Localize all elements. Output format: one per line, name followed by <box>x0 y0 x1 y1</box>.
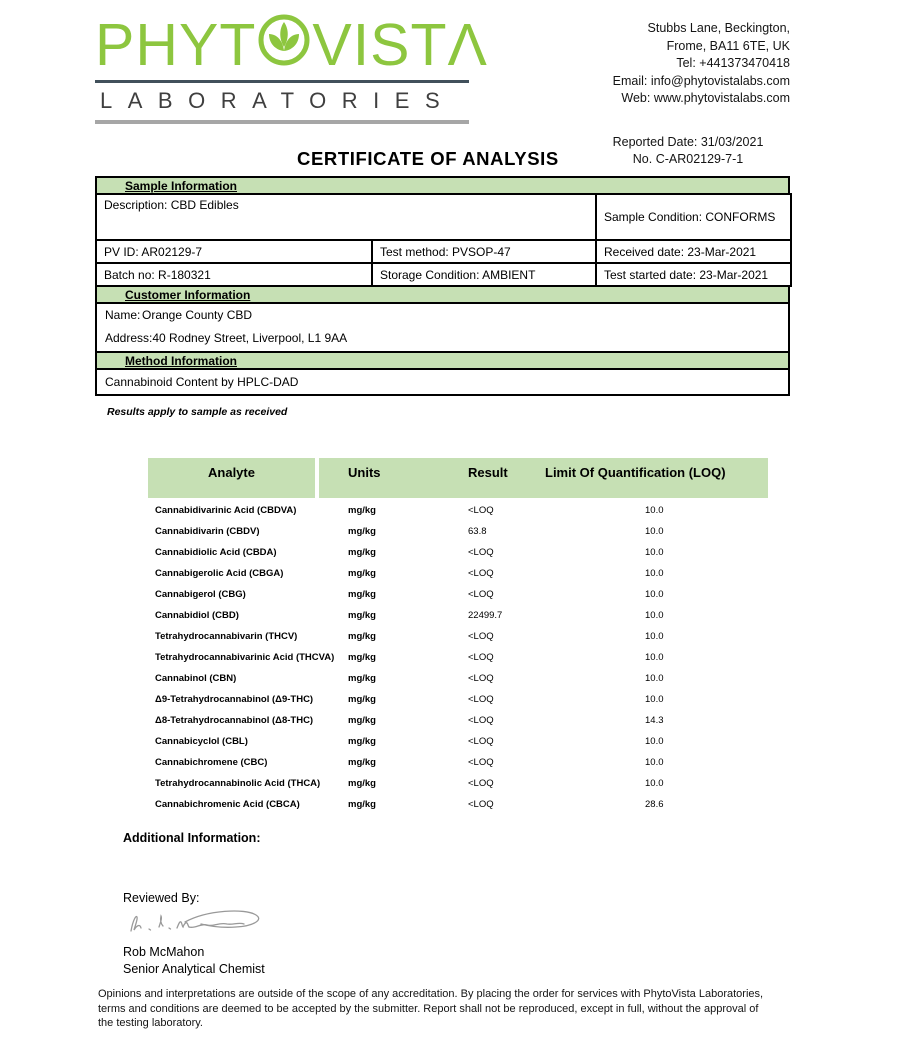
analyte-units: mg/kg <box>348 652 376 663</box>
analyte-loq: 10.0 <box>645 568 664 579</box>
table-row <box>148 668 768 689</box>
analyte-result: <LOQ <box>468 631 494 642</box>
test-started-date: Test started date: 23-Mar-2021 <box>596 263 791 286</box>
reviewed-by-label: Reviewed By: <box>123 891 200 905</box>
column-header-analyte: Analyte <box>208 465 255 480</box>
analyte-result: <LOQ <box>468 505 494 516</box>
customer-name-value: Orange County CBD <box>142 308 253 322</box>
analyte-name: Δ9-Tetrahydrocannabinol (Δ9-THC) <box>155 694 314 705</box>
analyte-result: <LOQ <box>468 673 494 684</box>
analyte-loq: 10.0 <box>645 631 664 642</box>
analyte-name: Tetrahydrocannabivarinic Acid (THCVA) <box>155 652 335 663</box>
analyte-result: <LOQ <box>468 652 494 663</box>
reported-date: Reported Date: 31/03/2021 <box>612 135 764 149</box>
analyte-result: 22499.7 <box>468 610 503 621</box>
analyte-units: mg/kg <box>348 778 376 789</box>
analyte-loq: 28.6 <box>645 799 664 810</box>
leaf-circle-icon <box>258 14 310 76</box>
analyte-units: mg/kg <box>348 505 376 516</box>
logo-wordmark <box>95 11 488 78</box>
additional-information-label: Additional Information: <box>123 831 261 845</box>
analyte-name: Cannabidivarin (CBDV) <box>155 526 260 537</box>
table-row <box>148 521 768 542</box>
analyte-loq: 10.0 <box>645 589 664 600</box>
table-row <box>148 773 768 794</box>
analyte-units: mg/kg <box>348 715 376 726</box>
logo-text-prefix: PHYT <box>95 11 257 78</box>
analyte-units: mg/kg <box>348 757 376 768</box>
logo-divider-dark <box>95 80 469 83</box>
contact-line: Stubbs Lane, Beckington, <box>647 21 790 35</box>
lab-contact-info <box>613 20 790 108</box>
sample-information-table <box>95 193 792 287</box>
method-information-box <box>95 368 790 396</box>
footer-line: Opinions and interpretations are outside of the scope of any accreditation. By placing the order for services with PhytoVista Laboratories, <box>98 988 764 1000</box>
logo-divider-gray <box>95 120 469 124</box>
analyte-loq: 10.0 <box>645 778 664 789</box>
customer-address-value: 40 Rodney Street, Liverpool, L1 9AA <box>152 331 348 345</box>
reviewer-name: Rob McMahon <box>123 945 205 959</box>
reviewer-role: Senior Analytical Chemist <box>123 962 265 976</box>
analyte-name: Cannabichromenic Acid (CBCA) <box>155 799 300 810</box>
analyte-loq: 10.0 <box>645 547 664 558</box>
analyte-units: mg/kg <box>348 673 376 684</box>
analyte-loq: 10.0 <box>645 610 664 621</box>
analyte-units: mg/kg <box>348 568 376 579</box>
method-description: Cannabinoid Content by HPLC-DAD <box>105 375 299 389</box>
table-row <box>148 752 768 773</box>
batch-no: Batch no: R-180321 <box>96 263 372 286</box>
analyte-result: <LOQ <box>468 757 494 768</box>
received-date: Received date: 23-Mar-2021 <box>596 240 791 263</box>
analyte-result: <LOQ <box>468 736 494 747</box>
analyte-units: mg/kg <box>348 799 376 810</box>
results-note: Results apply to sample as received <box>107 406 288 418</box>
table-row <box>148 563 768 584</box>
logo-text-suffix: VISTΛ <box>312 11 488 78</box>
analyte-result: <LOQ <box>468 778 494 789</box>
analyte-loq: 10.0 <box>645 652 664 663</box>
table-row <box>148 500 768 521</box>
analyte-loq: 14.3 <box>645 715 664 726</box>
analyte-result: <LOQ <box>468 694 494 705</box>
analyte-name: Tetrahydrocannabivarin (THCV) <box>155 631 298 642</box>
analyte-name: Cannabinol (CBN) <box>155 673 237 684</box>
analyte-units: mg/kg <box>348 589 376 600</box>
analyte-result: <LOQ <box>468 715 494 726</box>
analyte-result: <LOQ <box>468 547 494 558</box>
analyte-units: mg/kg <box>348 631 376 642</box>
review-block <box>123 891 283 976</box>
sample-condition: Sample Condition: CONFORMS <box>596 194 791 240</box>
contact-line: Web: www.phytovistalabs.com <box>621 91 790 105</box>
table-row <box>148 794 768 815</box>
customer-name-label: Name: <box>105 308 141 322</box>
column-header-loq: Limit Of Quantification (LOQ) <box>545 465 726 480</box>
column-header-units: Units <box>348 465 381 480</box>
analyte-name: Cannabidiolic Acid (CBDA) <box>155 547 277 558</box>
section-title: Method Information <box>125 353 237 368</box>
analyte-name: Cannabichromene (CBC) <box>155 757 268 768</box>
info-section <box>95 176 790 396</box>
report-meta <box>600 134 776 168</box>
column-header-result: Result <box>468 465 508 480</box>
results-table <box>148 458 768 815</box>
analyte-units: mg/kg <box>348 736 376 747</box>
contact-line: Email: info@phytovistalabs.com <box>612 73 790 88</box>
analyte-loq: 10.0 <box>645 736 664 747</box>
report-number: No. C-AR02129-7-1 <box>632 152 744 166</box>
analyte-loq: 10.0 <box>645 505 664 516</box>
signature-scribble <box>123 907 283 942</box>
contact-line: Frome, BA11 6TE, UK <box>666 38 790 53</box>
analyte-name: Cannabigerolic Acid (CBGA) <box>155 568 284 579</box>
analyte-loq: 10.0 <box>645 673 664 684</box>
analyte-name: Cannabigerol (CBG) <box>155 589 246 600</box>
analyte-units: mg/kg <box>348 694 376 705</box>
page-title: CERTIFICATE OF ANALYSIS <box>297 148 559 169</box>
logo-subtitle: LABORATORIES <box>100 88 456 113</box>
analyte-name: Cannabidivarinic Acid (CBDVA) <box>155 505 297 516</box>
table-row <box>148 731 768 752</box>
analyte-result: <LOQ <box>468 589 494 600</box>
analyte-name: Tetrahydrocannabinolic Acid (THCA) <box>155 778 321 789</box>
analyte-units: mg/kg <box>348 526 376 537</box>
table-row <box>148 710 768 731</box>
table-row <box>148 584 768 605</box>
customer-information-box <box>95 302 790 353</box>
table-row <box>148 626 768 647</box>
table-row <box>148 689 768 710</box>
contact-line: Tel: +441373470418 <box>676 56 790 70</box>
phytovista-logo <box>95 11 488 124</box>
analyte-loq: 10.0 <box>645 757 664 768</box>
analyte-name: Cannabidiol (CBD) <box>155 610 239 621</box>
analyte-result: <LOQ <box>468 799 494 810</box>
analyte-name: Δ8-Tetrahydrocannabinol (Δ8-THC) <box>155 715 314 726</box>
section-title: Customer Information <box>125 287 251 302</box>
analyte-units: mg/kg <box>348 610 376 621</box>
table-row <box>148 542 768 563</box>
footer-line: the testing laboratory. <box>98 1017 203 1029</box>
table-row <box>148 647 768 668</box>
customer-address-label: Address: <box>105 331 153 345</box>
pv-id: PV ID: AR02129-7 <box>96 240 372 263</box>
section-title: Sample Information <box>125 178 238 193</box>
analyte-result: <LOQ <box>468 568 494 579</box>
analyte-loq: 10.0 <box>645 526 664 537</box>
results-table-body <box>148 500 768 815</box>
analyte-loq: 10.0 <box>645 694 664 705</box>
analyte-units: mg/kg <box>348 547 376 558</box>
analyte-name: Cannabicyclol (CBL) <box>155 736 248 747</box>
table-row <box>148 605 768 626</box>
storage-condition: Storage Condition: AMBIENT <box>372 263 596 286</box>
results-table-header <box>148 458 768 498</box>
footer-disclaimer <box>98 987 763 1031</box>
analyte-result: 63.8 <box>468 526 487 537</box>
sample-description: Description: CBD Edibles <box>96 194 596 240</box>
footer-line: terms and conditions are deemed to be accepted by the submitter. Report shall not be reproduced, except in full, without the approval of <box>98 1002 759 1015</box>
test-method: Test method: PVSOP-47 <box>372 240 596 263</box>
